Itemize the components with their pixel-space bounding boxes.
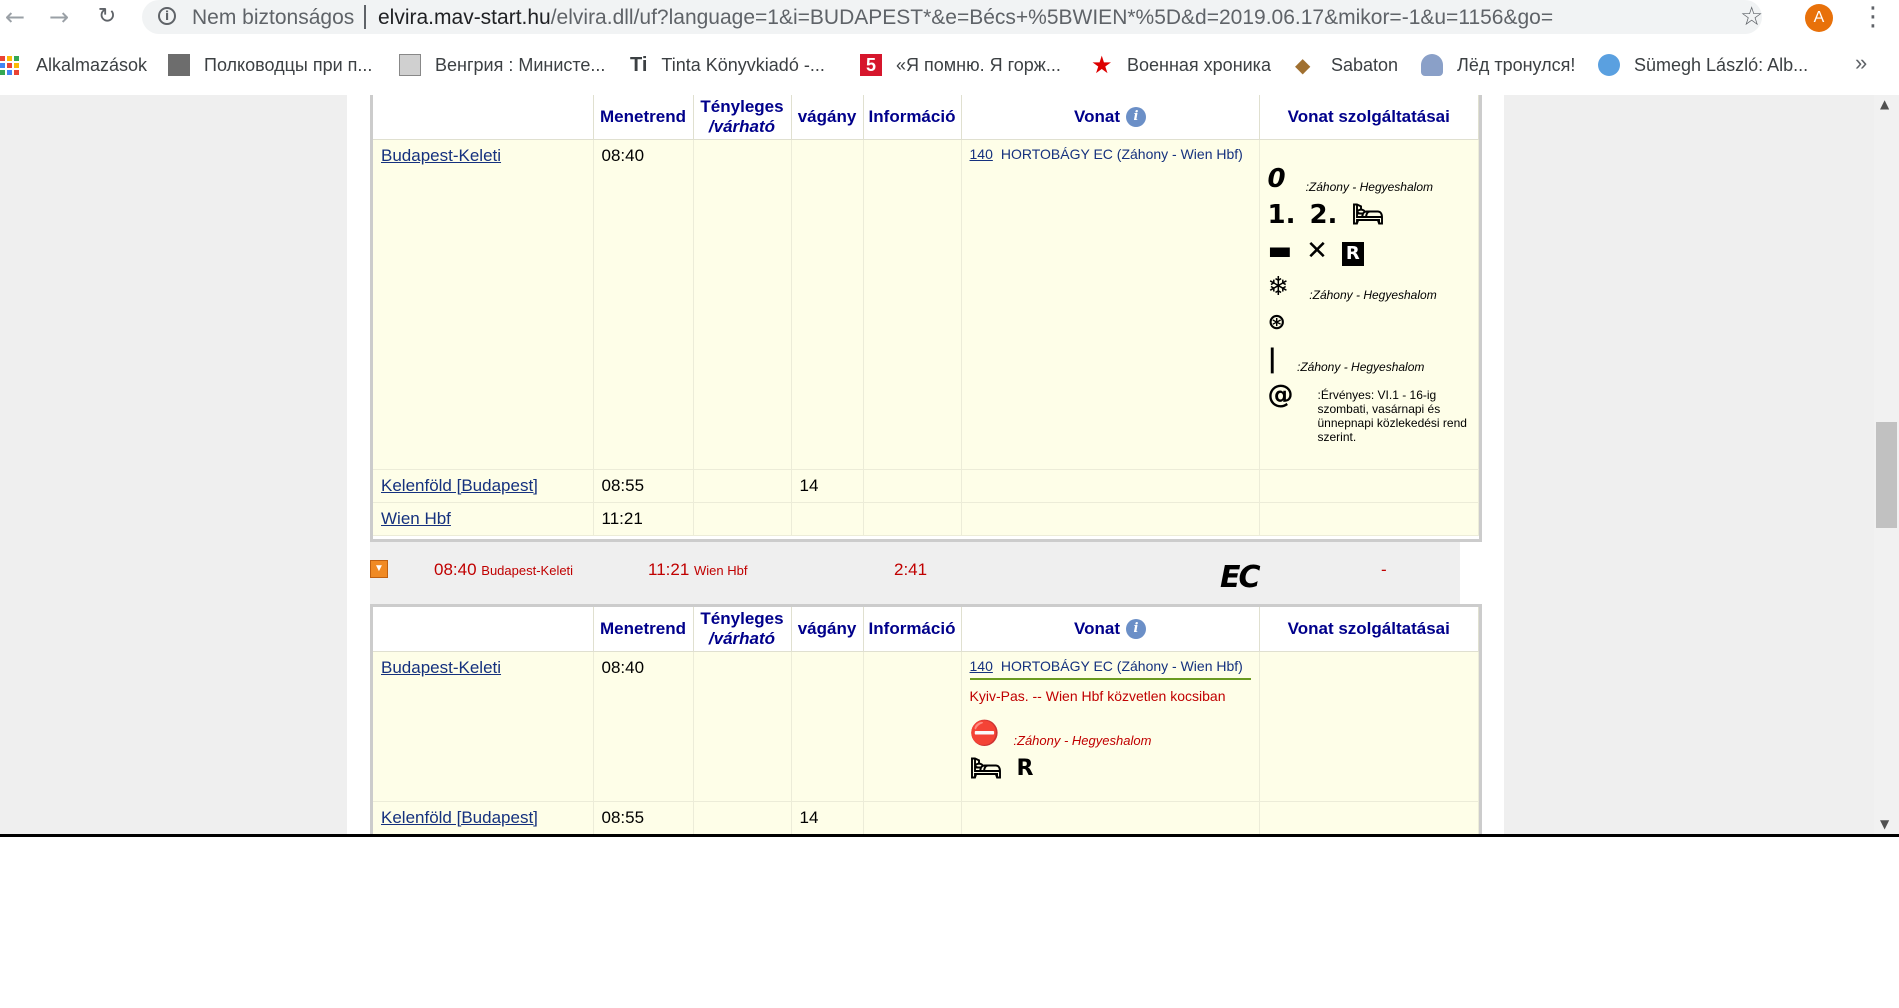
station-header	[373, 95, 593, 140]
tenyleges-label: Tényleges	[700, 609, 784, 628]
bookmarks-bar	[0, 50, 1899, 80]
time-cell: 08:40	[593, 652, 693, 802]
bookmark-sumegh[interactable]	[1598, 50, 1808, 80]
train-name[interactable]: HORTOBÁGY EC (Záhony - Wien Hbf)	[1000, 658, 1243, 674]
time-cell: 08:55	[593, 802, 693, 835]
bookmark-star-icon[interactable]: ☆	[1740, 2, 1764, 32]
station-link[interactable]: Kelenföld [Budapest]	[381, 476, 538, 495]
back-arrow-icon[interactable]: ←	[4, 3, 26, 31]
services-cell	[1259, 652, 1479, 802]
browser-toolbar	[0, 0, 1899, 36]
restaurant-icon: ✕	[1306, 236, 1328, 266]
station-link[interactable]: Wien Hbf	[381, 509, 451, 528]
journey-details-2	[370, 604, 1482, 836]
station-link[interactable]: Kelenföld [Budapest]	[381, 808, 538, 827]
table-row	[373, 140, 1479, 470]
reload-icon[interactable]: ↻	[97, 4, 117, 29]
table-row	[373, 503, 1479, 536]
train-cell	[961, 503, 1259, 536]
train-link[interactable]	[970, 146, 1251, 162]
avatar[interactable]: A	[1805, 4, 1833, 32]
info-cell	[863, 802, 961, 835]
informacio-header: Információ	[863, 607, 961, 652]
couchette-icon: ▬	[1267, 236, 1293, 266]
through-coach-note: Kyiv-Pas. -- Wien Hbf közvetlen kocsiban	[969, 688, 1226, 704]
journey-summary[interactable]	[370, 542, 1482, 604]
train-number[interactable]: 140	[969, 658, 993, 674]
scroll-thumb[interactable]	[1876, 422, 1897, 528]
arr-time: 11:21	[648, 560, 690, 579]
tenyleges-header	[693, 607, 791, 652]
second-class-icon: 2.	[1309, 200, 1338, 230]
bookmark-label: Военная хроника	[1127, 54, 1271, 75]
bookmark-led[interactable]	[1421, 50, 1575, 80]
time-cell: 08:40	[593, 140, 693, 470]
journey-details-1	[370, 95, 1482, 542]
train-link[interactable]	[970, 658, 1251, 680]
summary-arrival	[648, 560, 747, 580]
train-cell	[961, 802, 1259, 835]
window-edge-divider	[0, 834, 1899, 837]
info-icon[interactable]: i	[158, 7, 176, 25]
red-star-icon: ★	[1091, 51, 1113, 79]
first-class-icon: 1.	[1267, 200, 1296, 230]
services-cell	[1259, 140, 1479, 470]
info-cell	[863, 652, 961, 802]
scroll-up-icon[interactable]: ▲	[1880, 97, 1890, 111]
szolgaltatas-header: Vonat szolgáltatásai	[1259, 607, 1479, 652]
vonat-label: Vonat	[1074, 618, 1120, 638]
menetrend-header: Menetrend	[593, 607, 693, 652]
sabaton-icon: ◆	[1295, 53, 1311, 77]
station-header	[373, 607, 593, 652]
bookmark-apps[interactable]	[0, 50, 147, 80]
divider	[364, 5, 366, 29]
service-row	[1268, 344, 1471, 374]
arr-station: Wien Hbf	[694, 563, 748, 578]
service-note: :Záhony - Hegyeshalom	[1309, 288, 1437, 302]
vagany-header: vágány	[791, 95, 863, 140]
actual-time-cell	[693, 652, 791, 802]
train-number[interactable]: 140	[969, 146, 993, 162]
ec-logo-icon: EC	[1220, 560, 1259, 595]
scroll-down-icon[interactable]: ▼	[1880, 817, 1890, 831]
bar-icon: |	[1267, 344, 1277, 374]
train-cell	[961, 140, 1259, 470]
table-row	[373, 470, 1479, 503]
table-row	[373, 652, 1479, 802]
informacio-header: Információ	[863, 95, 961, 140]
vonat-header	[961, 607, 1259, 652]
train-cell	[961, 652, 1259, 802]
info-cell	[863, 470, 961, 503]
table-header-row	[373, 95, 1479, 140]
dep-time: 08:40	[434, 560, 477, 579]
track-cell: 14	[791, 802, 863, 835]
table-row	[373, 802, 1479, 835]
url-text[interactable]	[378, 6, 1553, 30]
vonat-header	[961, 95, 1259, 140]
user-icon	[1421, 54, 1443, 76]
tenyleges-header	[693, 95, 791, 140]
at-icon: @	[1267, 380, 1294, 410]
reservation-r-icon: R	[1016, 756, 1034, 781]
timetable-1	[373, 95, 1479, 536]
service-note: :Záhony - Hegyeshalom	[1297, 360, 1425, 374]
bookmark-label: Tinta Könyvkiadó -...	[661, 54, 825, 75]
summary-dash: -	[1381, 560, 1387, 579]
service-note: :Záhony - Hegyeshalom	[1305, 180, 1433, 194]
bookmark-tinta[interactable]	[630, 50, 825, 80]
station-link[interactable]: Budapest-Keleti	[381, 146, 502, 165]
track-cell	[791, 652, 863, 802]
info-icon[interactable]: i	[1126, 619, 1146, 639]
tenyleges-label: Tényleges	[700, 97, 784, 116]
service-row	[1268, 272, 1471, 302]
tinta-icon: Ti	[630, 54, 648, 76]
time-cell: 08:55	[593, 470, 693, 503]
services-cell	[1259, 503, 1479, 536]
bookmark-label: Венгрия : Министе...	[435, 54, 606, 75]
station-link[interactable]: Budapest-Keleti	[381, 658, 502, 677]
station-cell	[373, 503, 593, 536]
station-cell	[373, 802, 593, 835]
info-cell	[863, 140, 961, 470]
address-bar[interactable]	[142, 0, 1762, 34]
varhato-label: /várható	[708, 117, 776, 136]
actual-time-cell	[693, 503, 791, 536]
bookmark-label: Лёд тронулся!	[1457, 54, 1576, 75]
summary-departure	[434, 560, 573, 580]
actual-time-cell	[693, 470, 791, 503]
vertical-scrollbar[interactable]	[1874, 95, 1899, 836]
expand-toggle-icon[interactable]: ▼	[370, 560, 388, 578]
more-menu-icon[interactable]: ⋮	[1860, 2, 1886, 32]
forward-arrow-icon[interactable]: →	[48, 3, 70, 31]
menetrend-header: Menetrend	[593, 95, 693, 140]
url-domain[interactable]: elvira.mav-start.hu	[378, 6, 551, 29]
station-cell	[373, 652, 593, 802]
service-row	[1268, 200, 1471, 230]
snowflake-icon: ❄	[1267, 272, 1290, 302]
channel5-icon: 5	[860, 54, 882, 76]
services-cell	[1259, 470, 1479, 503]
szolgaltatas-header: Vonat szolgáltatásai	[1259, 95, 1479, 140]
vonat-label: Vonat	[1074, 106, 1120, 126]
service-row	[970, 718, 1251, 748]
service-row	[970, 754, 1251, 784]
info-cell	[863, 503, 961, 536]
varhato-label: /várható	[708, 629, 776, 648]
reservation-icon: 0	[1267, 164, 1286, 194]
actual-time-cell	[693, 802, 791, 835]
service-row	[1268, 308, 1471, 338]
validity-note: :Érvényes: VI.1 - 16-ig szombati, vasárnapi és ünnepnapi közlekedési rend szerint.	[1317, 388, 1467, 444]
security-label[interactable]: Nem biztonságos	[192, 6, 355, 29]
sleeper-icon: 🛏	[1351, 200, 1385, 230]
bookmark-sabaton[interactable]	[1295, 50, 1398, 80]
timetable-2	[373, 607, 1479, 835]
bookmark-label: «Я помню. Я горж...	[896, 54, 1061, 75]
train-cell	[961, 470, 1259, 503]
summary-filler	[1460, 542, 1482, 604]
time-cell: 11:21	[593, 503, 693, 536]
chat-icon	[1598, 54, 1620, 76]
sleeper-icon: 🛏	[969, 754, 1003, 784]
summary-duration: 2:41	[894, 560, 928, 579]
table-header-row	[373, 607, 1479, 652]
service-note: :Záhony - Hegyeshalom	[1013, 733, 1152, 748]
station-cell	[373, 140, 593, 470]
favicon-icon	[168, 54, 190, 76]
bookmark-label: Sümegh László: Alb...	[1634, 54, 1809, 75]
dep-station: Budapest-Keleti	[481, 563, 574, 578]
bicycle-icon: ⊛	[1267, 310, 1286, 335]
bookmark-ya-pomnyu[interactable]	[860, 50, 1061, 80]
bookmark-voennaya[interactable]	[1091, 50, 1271, 80]
bookmarks-overflow-icon[interactable]: »	[1855, 50, 1868, 75]
favicon-icon	[399, 54, 421, 76]
reservation-r-icon: R	[1342, 242, 1364, 266]
station-cell	[373, 470, 593, 503]
bookmark-label: Полководцы при п...	[204, 54, 373, 75]
vagany-header: vágány	[791, 607, 863, 652]
track-cell	[791, 503, 863, 536]
track-cell: 14	[791, 470, 863, 503]
actual-time-cell	[693, 140, 791, 470]
services-cell	[1259, 802, 1479, 835]
info-icon[interactable]: i	[1126, 107, 1146, 127]
track-cell	[791, 140, 863, 470]
bookmark-label: Sabaton	[1331, 54, 1399, 75]
no-entry-icon: ⛔	[969, 719, 1000, 747]
service-row	[1268, 236, 1471, 266]
train-name[interactable]: HORTOBÁGY EC (Záhony - Wien Hbf)	[1000, 146, 1243, 162]
service-row	[1268, 164, 1471, 194]
apps-grid-icon	[0, 56, 22, 75]
bookmark-polkovodtsy[interactable]	[168, 50, 372, 80]
url-path[interactable]: /elvira.dll/uf?language=1&i=BUDAPEST*&e=Bécs+%5BWIEN*%5D&d=2019.06.17&mikor=-1&u=1156&go=	[550, 6, 1554, 29]
bookmark-label: Alkalmazások	[36, 54, 148, 75]
bookmark-vengriya[interactable]	[399, 50, 605, 80]
page-viewport	[0, 95, 1899, 836]
